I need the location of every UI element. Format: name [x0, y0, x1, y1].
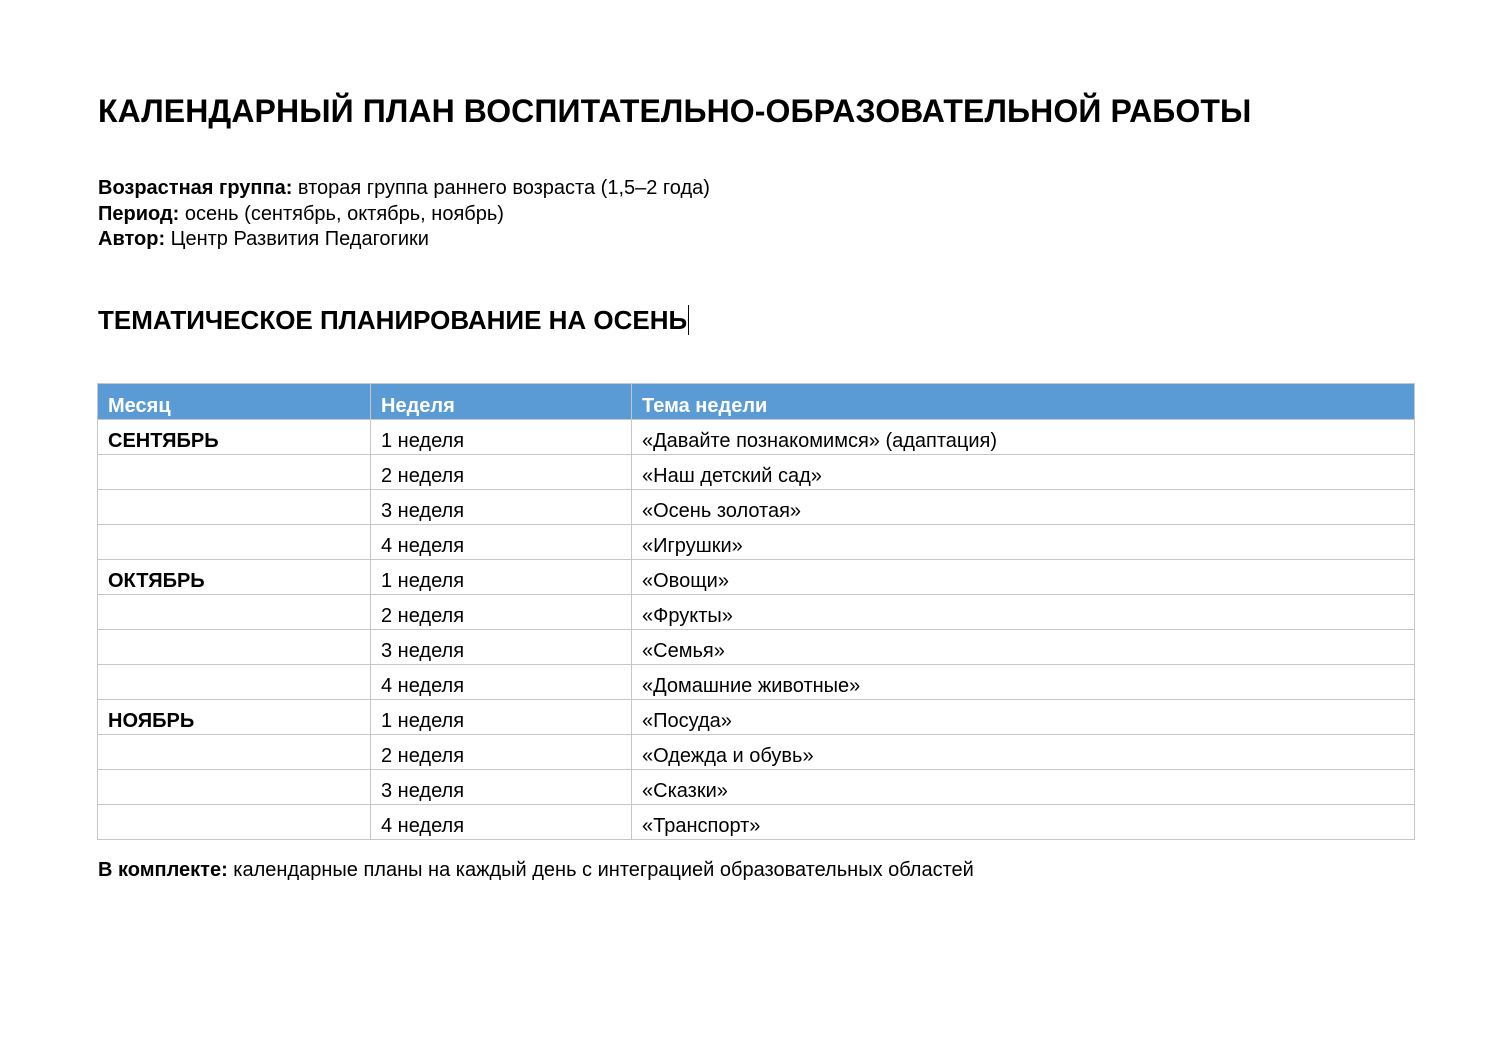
cell-week: 4 неделя	[371, 665, 632, 700]
table-row	[98, 735, 1415, 770]
table-header-row	[98, 384, 1415, 420]
meta-age-group-label: Возрастная группа:	[98, 177, 293, 199]
cell-month	[98, 455, 371, 490]
cell-theme: «Овощи»	[632, 560, 1415, 595]
cell-month	[98, 630, 371, 665]
cell-month	[98, 490, 371, 525]
table-row	[98, 420, 1415, 455]
text-cursor	[688, 305, 689, 335]
document-title: КАЛЕНДАРНЫЙ ПЛАН ВОСПИТАТЕЛЬНО-ОБРАЗОВАТЕЛЬНОЙ РАБОТЫ	[98, 93, 1252, 129]
cell-week: 3 неделя	[371, 770, 632, 805]
cell-month	[98, 805, 371, 840]
table-row	[98, 770, 1415, 805]
table-row	[98, 455, 1415, 490]
cell-theme: «Транспорт»	[632, 805, 1415, 840]
cell-month: СЕНТЯБРЬ	[98, 420, 371, 455]
cell-theme: «Фрукты»	[632, 595, 1415, 630]
table-row	[98, 665, 1415, 700]
cell-month	[98, 595, 371, 630]
cell-week: 4 неделя	[371, 525, 632, 560]
table-row	[98, 490, 1415, 525]
cell-week: 1 неделя	[371, 700, 632, 735]
cell-theme: «Осень золотая»	[632, 490, 1415, 525]
cell-week: 1 неделя	[371, 420, 632, 455]
meta-author-value: Центр Развития Педагогики	[165, 228, 429, 250]
cell-theme: «Посуда»	[632, 700, 1415, 735]
table-row	[98, 630, 1415, 665]
meta-period	[98, 202, 710, 228]
kit-contents-value: календарные планы на каждый день с интеграцией образовательных областей	[227, 859, 974, 881]
meta-period-value: осень (сентябрь, октябрь, ноябрь)	[179, 202, 504, 225]
cell-week: 3 неделя	[371, 630, 632, 665]
cell-month	[98, 665, 371, 700]
column-header-week: Неделя	[371, 384, 632, 420]
meta-author-label: Автор:	[98, 228, 166, 250]
section-title-text: ТЕМАТИЧЕСКОЕ ПЛАНИРОВАНИЕ НА ОСЕНЬ	[98, 305, 688, 335]
cell-theme: «Игрушки»	[632, 525, 1415, 560]
cell-month: ОКТЯБРЬ	[98, 560, 371, 595]
cell-month	[98, 770, 371, 805]
table-row	[98, 560, 1415, 595]
meta-author	[98, 227, 710, 253]
table-row	[98, 595, 1415, 630]
cell-week: 2 неделя	[371, 735, 632, 770]
cell-week: 2 неделя	[371, 455, 632, 490]
cell-month: НОЯБРЬ	[98, 700, 371, 735]
column-header-month: Месяц	[98, 384, 371, 420]
table-row	[98, 700, 1415, 735]
cell-theme: «Давайте познакомимся» (адаптация)	[632, 420, 1415, 455]
meta-age-group	[98, 176, 710, 202]
cell-month	[98, 735, 371, 770]
table-row	[98, 805, 1415, 840]
cell-month	[98, 525, 371, 560]
kit-contents-note	[98, 857, 974, 883]
table-row	[98, 525, 1415, 560]
cell-theme: «Одежда и обувь»	[632, 735, 1415, 770]
cell-theme: «Сказки»	[632, 770, 1415, 805]
cell-week: 2 неделя	[371, 595, 632, 630]
meta-period-label: Период:	[98, 202, 180, 225]
column-header-theme: Тема недели	[632, 384, 1415, 420]
thematic-plan-table	[97, 383, 1415, 840]
cell-theme: «Наш детский сад»	[632, 455, 1415, 490]
document-meta	[98, 176, 710, 253]
meta-age-group-value: вторая группа раннего возраста (1,5–2 года)	[292, 177, 710, 199]
cell-week: 1 неделя	[371, 560, 632, 595]
cell-theme: «Семья»	[632, 630, 1415, 665]
section-title[interactable]	[98, 303, 689, 337]
kit-contents-label: В комплекте:	[98, 859, 228, 881]
cell-theme: «Домашние животные»	[632, 665, 1415, 700]
cell-week: 4 неделя	[371, 805, 632, 840]
cell-week: 3 неделя	[371, 490, 632, 525]
